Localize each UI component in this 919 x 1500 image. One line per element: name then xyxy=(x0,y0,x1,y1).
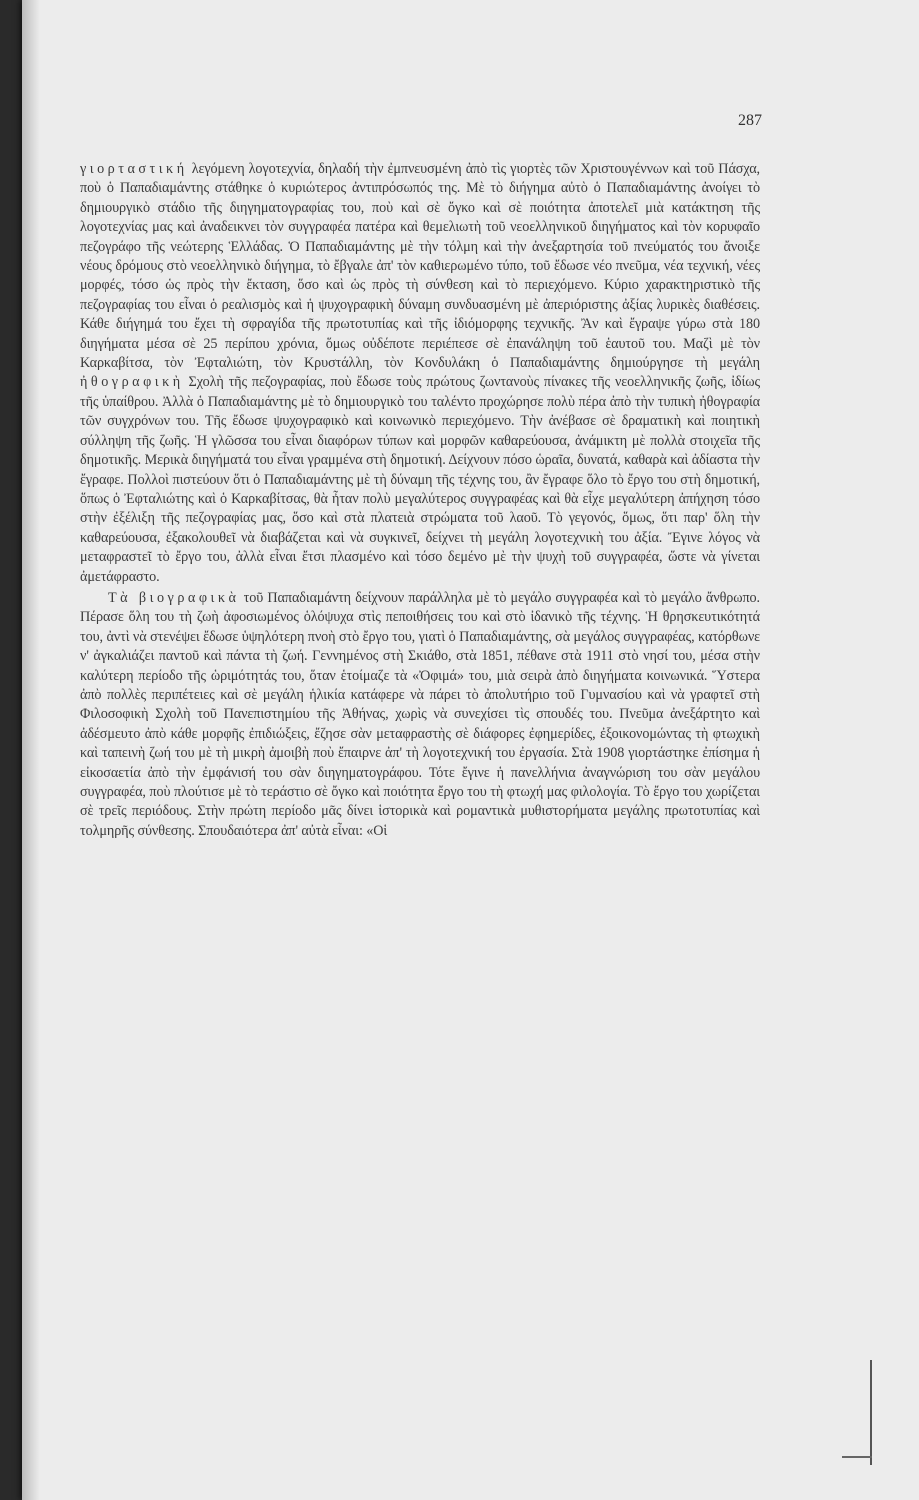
margin-mark xyxy=(870,1360,872,1465)
book-page xyxy=(22,0,919,1500)
page-gutter-shadow xyxy=(22,0,40,1500)
paragraph-1 xyxy=(80,160,760,587)
spaced-term: Τὰ βιογραφικὰ xyxy=(108,589,240,606)
body-text xyxy=(80,160,760,841)
paragraph-text: τοῦ Παπαδιαμάντη δείχνουν παράλληλα μὲ τὸ μεγάλο συγγραφέα καὶ τὸ μεγάλο ἄνθρωπο. Πέρασε ὅλη του τὴ ζωὴ ἀφοσιωμένος ὁλόψυχα στὶς πεποιθήσεις του καὶ στὸ ἰδανικὸ τῆς τέχνης. Ἡ θρησκευτικότητά του, ἀντὶ νὰ στενέψει ἔδωσε ὑψηλότερη πνοὴ στὸ ἔργο του, γιατὶ ὁ Παπαδιαμάντης, σὰ μεγάλος συγγραφέας, κατόρθωνε ν' ἀγκαλιάζει παντοῦ καὶ πάντα τὴ ζωή. Γεννημένος στὴ Σκιάθο, στὰ 1851, πέθανε στὰ 1911 στὸ νησί του, μέσα στὴν καλύτερη περίοδο τῆς ὡριμότητάς του, ὅταν ἑτοίμαζε τὰ «Ὀφιμά» του, μιὰ σειρὰ ἀπὸ διηγήματα κοινωνικά. Ὕστερα ἀπὸ πολλὲς περιπέτειες καὶ σὲ μεγάλη ἡλικία κατάφερε νὰ πάρει τὸ ἀπολυτήριο τοῦ Γυμνασίου καὶ νὰ γραφτεῖ στὴ Φιλοσοφικὴ Σχολὴ τοῦ Πανεπιστημίου τῆς Ἀθήνας, χωρὶς νὰ συνεχίσει τὶς σπουδές του. Πνεῦμα ἀνεξάρτητο καὶ ἀδέσμευτο ἀπὸ κάθε μορφῆς ἐπιδιώξεις, ἔζησε σὰν μεταφραστὴς σὲ διάφορες ἐφημερίδες, ἐξοικονομώντας τὴ φτωχικὴ καὶ ταπεινὴ ζωή του μὲ τὴ μικρὴ ἀμοιβὴ ποὺ ἔπαιρνε ἀπ' τὴ λογοτεχνική του ἐργασία. Στὰ 1908 γιορτάστηκε ἐπίσημα ἡ εἰκοσαετία ἀπὸ τὴν ἐμφάνισή του σὰν διηγηματογράφου. Τότε ἔγινε ἡ πανελλήνια ἀναγνώριση του σὰν μεγάλου συγγραφέα, ποὺ πλούτισε μὲ τὸ τεράστιο σὲ ὄγκο καὶ ποιότητα ἔργο του τὴ φτωχή μας φιλολογία. Τὸ ἔργο του χωρίζεται σὲ τρεῖς περιόδους. Στὴν πρώτη περίοδο μᾶς δίνει ἱστορικὰ καὶ ρομαντικὰ μυθιστορήματα μεγάλης πρωτοτυπίας καὶ τολμηρῆς σύνθεσης. Σπουδαιότερα ἀπ' αὐτὰ εἶναι: «Οἱ xyxy=(80,589,760,839)
paragraph-text: Σχολὴ τῆς πεζογραφίας, ποὺ ἔδωσε τοὺς πρώτους ζωντανοὺς πίνακες τῆς νεοελληνικῆς ζωῆς, ἰδίως τῆς ὑπαίθρου. Ἀλλὰ ὁ Παπαδιαμάντης μὲ τὸ δημιουργικὸ του ταλέντο προχώρησε πολὺ πέρα ἀπὸ τὴν τυπικὴ ἠθογραφία τῶν συγχρόνων του. Τῆς ἔδωσε ψυχογραφικὸ καὶ κοινωνικὸ περιεχόμενο. Τὴν ἀνέβασε σὲ δραματικὴ καὶ ποιητικὴ σύλληψη τῆς ζωῆς. Ἡ γλῶσσα του εἶναι διαφόρων τύπων καὶ μορφῶν καθαρεύουσα, ἀνάμικτη μὲ πολλὰ στοιχεῖα τῆς δημοτικῆς. Μερικὰ διηγήματά του εἶναι γραμμένα στὴ δημοτική. Δείχνουν πόσο ὡραῖα, δυνατά, καθαρὰ καὶ ἀδίαστα τὴν ἔγραφε. Πολλοὶ πιστεύουν ὅτι ὁ Παπαδιαμάντης μὲ τὴ δύναμη τῆς τέχνης του, ἂν ἔγραφε ὅλο τὸ ἔργο του στὴ δημοτική, ὅπως ὁ Ἐφταλιώτης καὶ ὁ Καρκαβίτσας, θὰ ἦταν πολὺ μεγαλύτερος συγγραφέας καὶ θὰ εἶχε μεγαλύτερη ἀπήχηση τόσο στὴν ἐξέλιξη τῆς πεζογραφίας μας, ὅσο καὶ στὰ πλατειὰ στρώματα τοῦ λαοῦ. Τὸ γεγονός, ὅμως, ὅτι παρ' ὅλη τὴν καθαρεύουσα, ἐξακολουθεῖ νὰ διαβάζεται καὶ νὰ συγκινεῖ, δείχνει τὴ μεγάλη λογοτεχνικὴ του ἀξία. Ἔγινε λόγος νὰ μεταφραστεῖ τὸ ἔργο του, ἀλλὰ εἶναι ἔτσι πλασμένο καὶ τόσο δεμένο μὲ τὴν ψυχὴ τοῦ συγγραφέα, ὥστε νὰ γίνεται ἀμετάφραστο. xyxy=(80,374,760,585)
spaced-term: γιορταστική xyxy=(80,161,188,177)
paragraph-text: λεγόμενη λογοτεχνία, δηλαδή τὴν ἐμπνευσμένη ἀπὸ τὶς γιορτὲς τῶν Χριστουγέννων καὶ τοῦ Πάσχα, ποὺ ὁ Παπαδιαμάντης στάθηκε ὁ κυριώτερος ἀντιπρόσωπός της. Μὲ τὸ διήγημα αὐτὸ ὁ Παπαδιαμάντης ἀνοίγει τὸ δημιουργικὸ στάδιο τῆς διηγηματογραφίας του, ποὺ καὶ σὲ ὄγκο καὶ σὲ ποιότητα ἀποτελεῖ μιὰ κατάκτηση τῆς λογοτεχνίας μας καὶ ἀναδεικνει τὸν συγγραφέα πατέρα καὶ θεμελιωτὴ τοῦ νεοελληνικοῦ διηγήματος καὶ τὸν κορυφαῖο πεζογράφο τῆς νεώτερης Ἑλλάδας. Ὁ Παπαδιαμάντης μὲ τὴν τόλμη καὶ τὴν ἀνεξαρτησία τοῦ πνεύματός του ἄνοιξε νέους δρόμους στὸ νεοελληνικὸ διήγημα, τὸ ἔβγαλε ἀπ' τὸν καθιερωμένο τύπο, τοῦ ἔδωσε νέο πνεῦμα, νέα τεχνική, νέες μορφές, τόσο ὡς πρὸς τὴν ἔκταση, ὅσο καὶ ὡς πρὸς τὴ σύνθεση καὶ τὸ περιεχόμενο. Κύριο χαρακτηριστικὸ τῆς πεζογραφίας του εἶναι ὁ ρεαλισμὸς καὶ ἡ ψυχογραφικὴ δύναμη συνδυασμένη μὲ ἀπεριόριστης ἀξίας λυρικὲς διαθέσεις. Κάθε διήγημά του ἔχει τὴ σφραγίδα τῆς πρωτοτυπίας καὶ τῆς ἰδιόμορφης τεχνικῆς. Ἂν καὶ ἔγραψε γύρω στὰ 180 διηγήματα μέσα σὲ 25 περίπου χρόνια, ὅμως οὐδέποτε περιέπεσε σὲ ἐπανάληψη τοῦ ἑαυτοῦ του. Μαζὶ μὲ τὸν Καρκαβίτσα, τὸν Ἐφταλιώτη, τὸν Κρυστάλλη, τὸν Κονδυλάκη ὁ Παπαδιαμάντης δημιούργησε τὴ μεγάλη xyxy=(80,161,760,372)
margin-tick xyxy=(842,1456,872,1458)
paragraph-2 xyxy=(80,589,760,841)
spaced-term: ἠθογραφικὴ xyxy=(80,374,184,391)
page-number: 287 xyxy=(738,112,762,129)
